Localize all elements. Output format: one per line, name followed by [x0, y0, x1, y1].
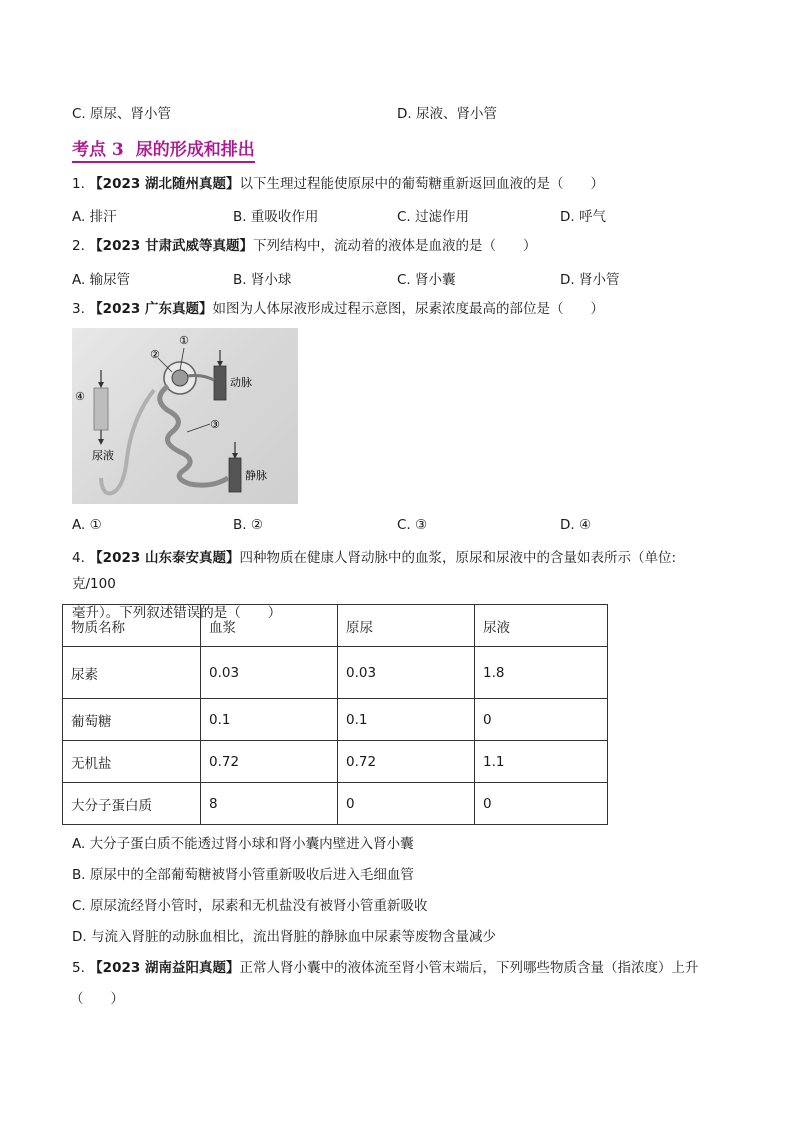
vein-vessel: [229, 458, 241, 492]
question-source: 【2023 甘肃武威等真题】: [89, 238, 253, 254]
table-cell: 0: [475, 699, 608, 741]
renal-tubule: [160, 386, 228, 485]
table-cell: 0: [475, 783, 608, 825]
substance-table: [62, 604, 608, 825]
question-number: 5.: [72, 960, 90, 976]
header-cell: 尿液: [475, 605, 608, 647]
table-row: [63, 741, 608, 783]
header-cell: 血浆: [201, 605, 338, 647]
question-source: 【2023 山东泰安真题】: [89, 550, 240, 566]
q4-option-c: C. 原尿流经肾小管时，尿素和无机盐没有被肾小管重新吸收: [72, 898, 428, 914]
marker-4: ④: [75, 390, 85, 403]
table-cell: 0.72: [338, 741, 475, 783]
option-d: D. 呼气: [560, 209, 606, 225]
table-cell: 0: [338, 783, 475, 825]
section-title: 尿的形成和排出: [135, 140, 255, 160]
section-number: 考点 3: [72, 140, 124, 160]
option-a: A. ①: [72, 517, 102, 533]
option-d: D. ④: [560, 517, 592, 533]
table-cell: 葡萄糖: [63, 699, 201, 741]
artery-vessel: [214, 366, 226, 400]
question-source: 【2023 湖南益阳真题】: [89, 960, 240, 976]
option-b: B. 肾小球: [233, 272, 292, 288]
table-row: [63, 647, 608, 699]
option-c: C. 原尿、肾小管: [72, 106, 172, 122]
question-text: 如图为人体尿液形成过程示意图，尿素浓度最高的部位是（ ）: [212, 301, 604, 317]
question-number: 2.: [72, 238, 90, 254]
q4-option-d: D. 与流入肾脏的动脉血相比，流出肾脏的静脉血中尿素等废物含量减少: [72, 929, 496, 945]
option-a: A. 输尿管: [72, 272, 131, 288]
option-c: C. ③: [397, 517, 428, 533]
glomerulus: [172, 370, 188, 386]
option-d: D. 肾小管: [560, 272, 620, 288]
question-3: [72, 296, 724, 322]
question-text: 下列结构中，流动着的液体是血液的是（ ）: [252, 238, 537, 254]
q2-options: [72, 268, 722, 290]
question-number: 3.: [72, 301, 90, 317]
question-1: [72, 171, 724, 197]
collecting-tube: [94, 388, 108, 430]
table-cell: 尿素: [63, 647, 201, 699]
table-cell: 1.8: [475, 647, 608, 699]
prev-options-row: [72, 102, 722, 124]
table-header-row: [63, 605, 608, 647]
table-cell: 0.03: [201, 647, 338, 699]
table-row: [63, 783, 608, 825]
marker-2: ②: [150, 348, 160, 361]
urine-formation-diagram: [72, 328, 298, 504]
marker-1: ①: [179, 334, 189, 347]
q1-options: [72, 205, 722, 227]
label-urine: 尿液: [92, 449, 114, 462]
table-cell: 0.03: [338, 647, 475, 699]
table-cell: 1.1: [475, 741, 608, 783]
question-text: 四种物质在健康人肾动脉中的血浆，原尿和尿液中的含量如表所示（单位: 克/100: [72, 550, 677, 592]
q4-option-b: B. 原尿中的全部葡萄糖被肾小管重新吸收后进入毛细血管: [72, 867, 414, 883]
label-artery: 动脉: [230, 376, 252, 389]
header-cell: 物质名称: [63, 605, 201, 647]
table-cell: 0.1: [201, 699, 338, 741]
option-a: A. 排汗: [72, 209, 117, 225]
option-c: C. 肾小囊: [397, 272, 456, 288]
question-text-continued: 毫升）。下列叙述错误的是（ ）: [72, 605, 282, 621]
question-text: 以下生理过程能使原尿中的葡萄糖重新返回血液的是（ ）: [239, 176, 604, 192]
option-d: D. 尿液、肾小管: [397, 106, 497, 122]
question-source: 【2023 湖北随州真题】: [89, 176, 240, 192]
question-source: 【2023 广东真题】: [89, 301, 213, 317]
header-cell: 原尿: [338, 605, 475, 647]
question-2: [72, 233, 724, 259]
table-cell: 0.1: [338, 699, 475, 741]
table-cell: 大分子蛋白质: [63, 783, 201, 825]
label-vein: 静脉: [245, 469, 267, 482]
option-b: B. ②: [233, 517, 263, 533]
question-5: [72, 955, 724, 981]
marker-3: ③: [210, 418, 220, 431]
table-cell: 0.72: [201, 741, 338, 783]
question-number: 4.: [72, 550, 90, 566]
question-number: 1.: [72, 176, 90, 192]
table-cell: 8: [201, 783, 338, 825]
q5-answer-blank: （ ）: [70, 991, 124, 1007]
question-text: 正常人肾小囊中的液体流至肾小管末端后，下列哪些物质含量（指浓度）上升: [239, 960, 699, 976]
option-c: C. 过滤作用: [397, 209, 470, 225]
q4-option-a: A. 大分子蛋白质不能透过肾小球和肾小囊内壁进入肾小囊: [72, 836, 414, 852]
table-row: [63, 699, 608, 741]
section-heading: [72, 135, 255, 163]
nephron-illustration: [72, 328, 298, 504]
table-cell: 无机盐: [63, 741, 201, 783]
q3-options: [72, 517, 722, 539]
option-b: B. 重吸收作用: [233, 209, 319, 225]
